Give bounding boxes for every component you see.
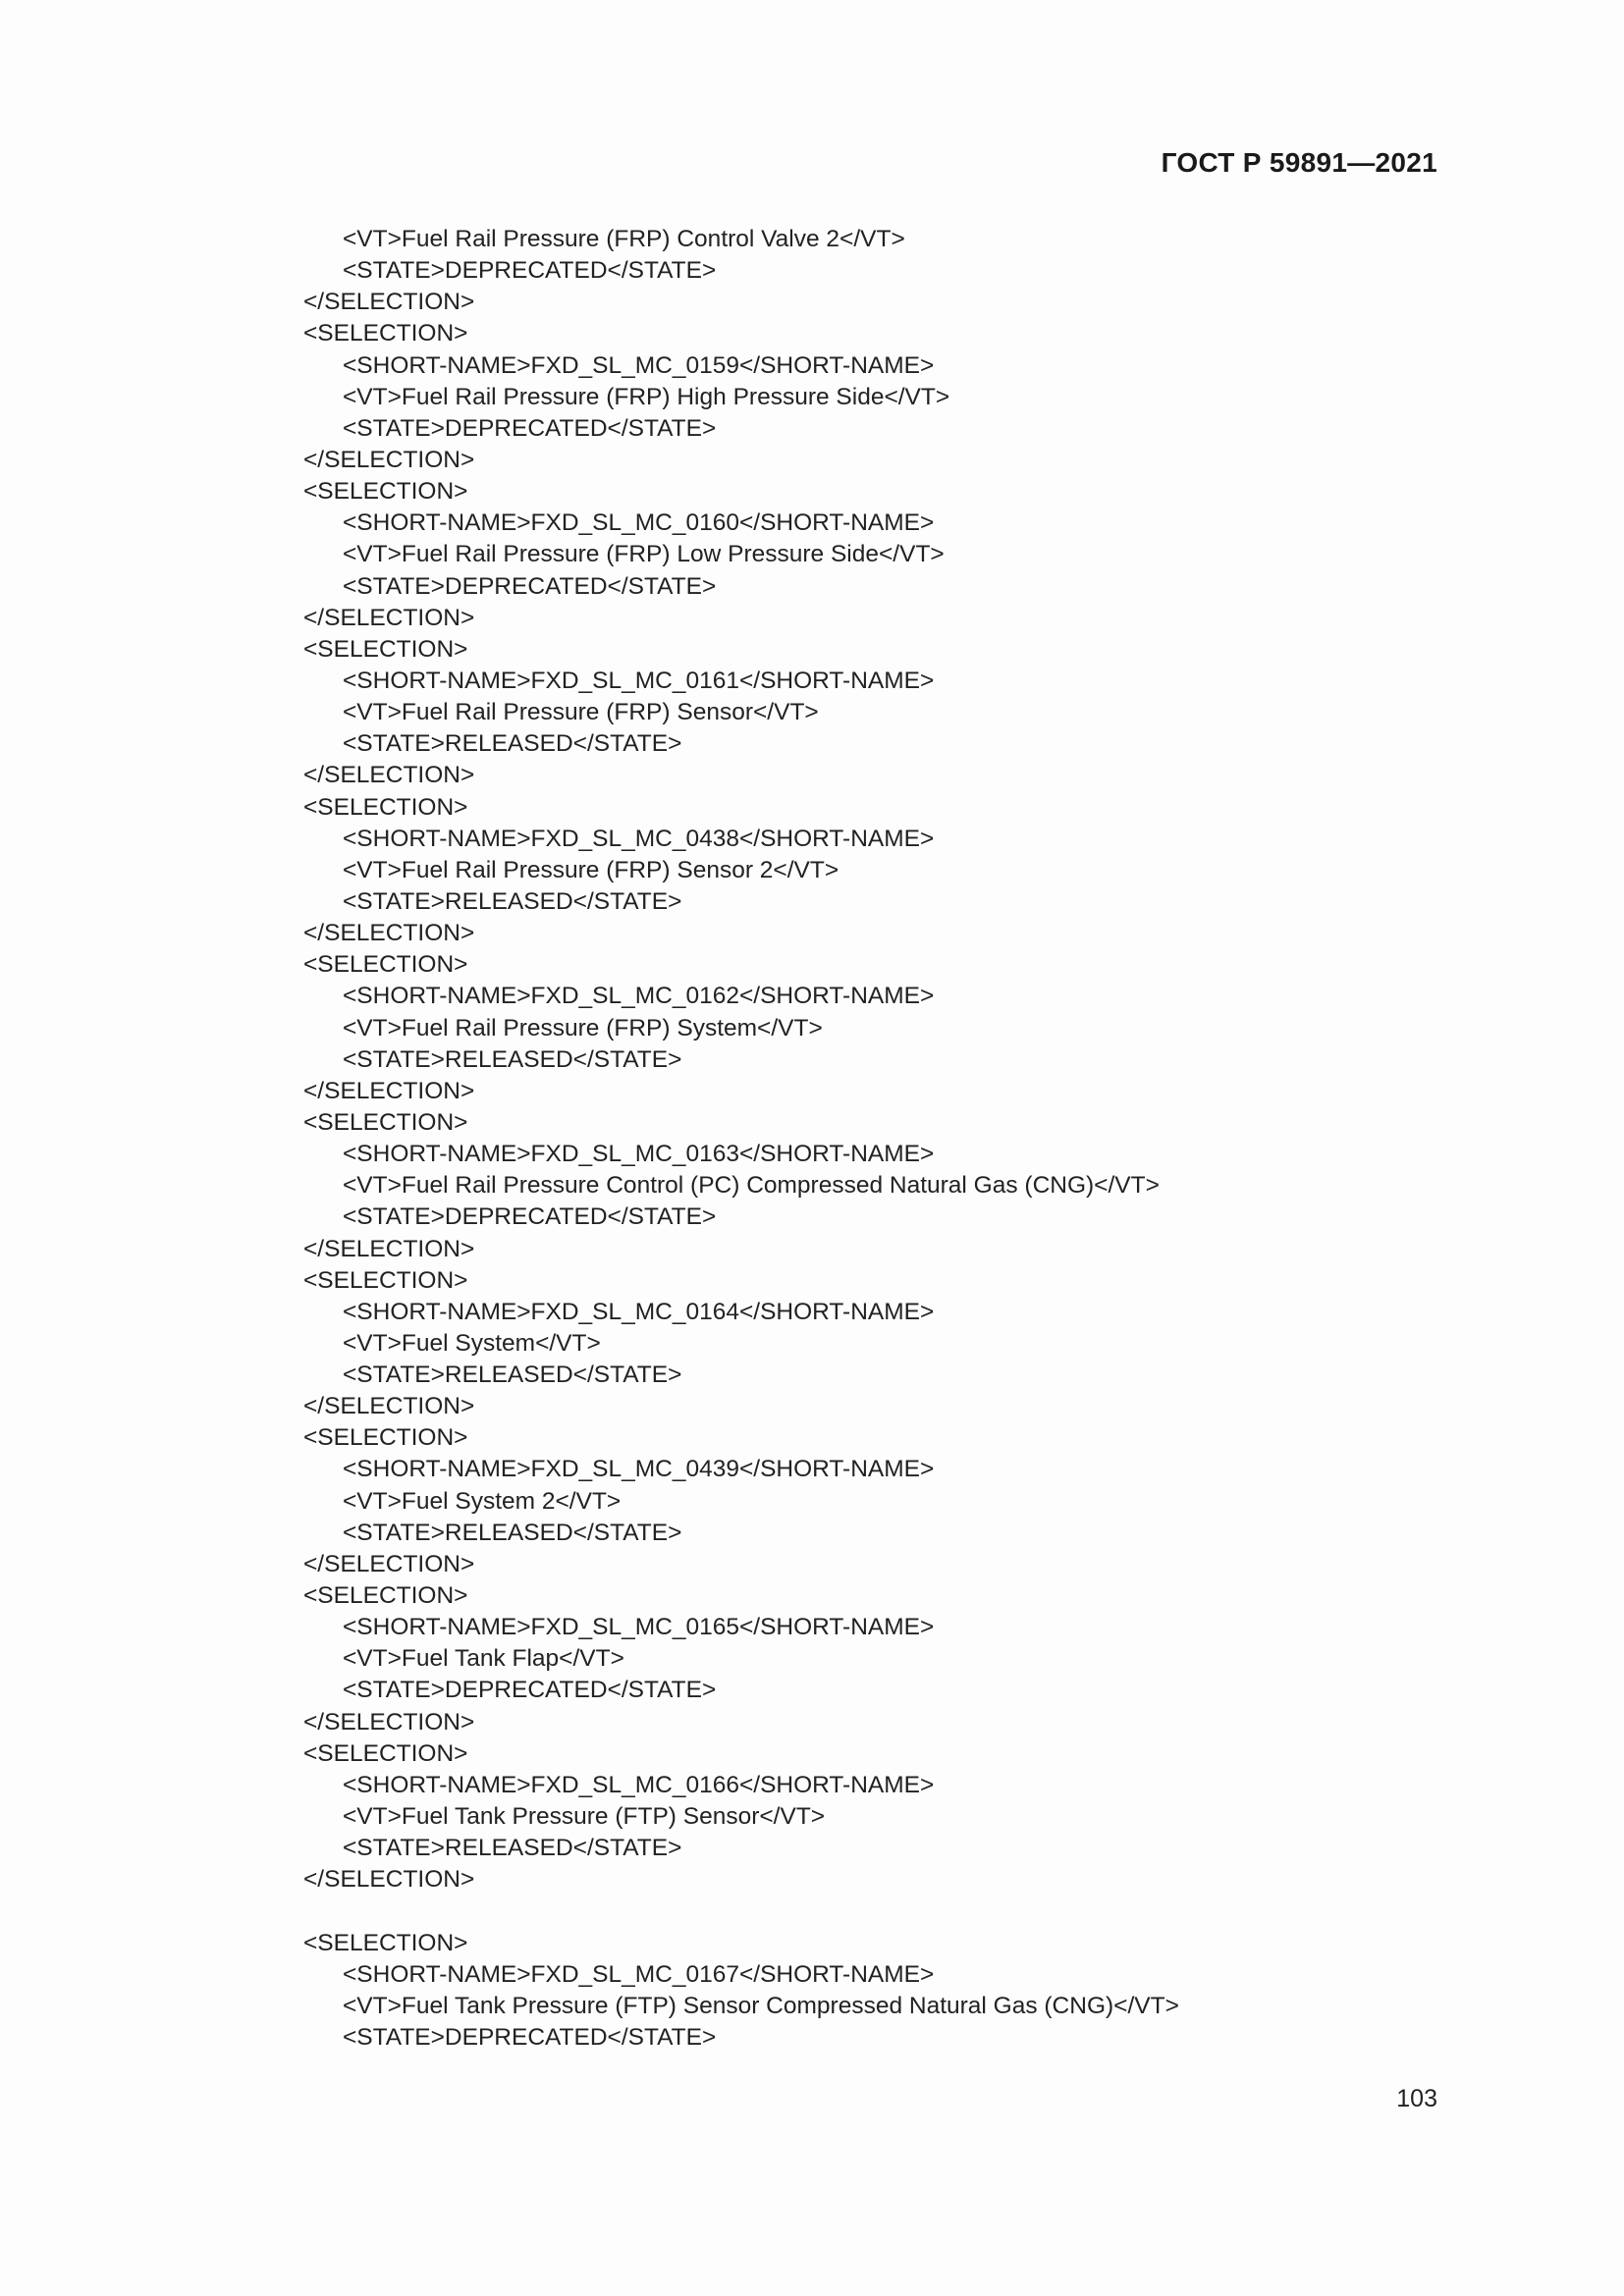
code-line: <STATE>RELEASED</STATE> bbox=[343, 1835, 682, 1862]
code-line: <VT>Fuel Rail Pressure (FRP) Control Valve 2</VT> bbox=[343, 226, 905, 252]
code-line: </SELECTION> bbox=[303, 762, 475, 789]
code-line: <SHORT-NAME>FXD_SL_MC_0160</SHORT-NAME> bbox=[343, 509, 935, 537]
code-line: </SELECTION> bbox=[303, 1708, 475, 1735]
code-line: <VT>Fuel Rail Pressure (FRP) Low Pressure Side</VT> bbox=[343, 541, 945, 568]
code-line: <SHORT-NAME>FXD_SL_MC_0166</SHORT-NAME> bbox=[343, 1771, 935, 1798]
code-line: <SELECTION> bbox=[303, 1582, 468, 1610]
code-line: <SELECTION> bbox=[303, 1929, 468, 1956]
code-line: <STATE>RELEASED</STATE> bbox=[343, 1362, 682, 1389]
code-line: <STATE>DEPRECATED</STATE> bbox=[343, 572, 717, 600]
code-line: <SHORT-NAME>FXD_SL_MC_0165</SHORT-NAME> bbox=[343, 1614, 935, 1641]
code-line: <STATE>RELEASED</STATE> bbox=[343, 887, 682, 915]
code-line: <VT>Fuel Rail Pressure (FRP) High Pressure Side</VT> bbox=[343, 383, 950, 410]
code-line: <VT>Fuel Rail Pressure (FRP) Sensor 2</VT> bbox=[343, 856, 839, 883]
code-line: <SHORT-NAME>FXD_SL_MC_0167</SHORT-NAME> bbox=[343, 1960, 935, 1988]
code-line: <SELECTION> bbox=[303, 635, 468, 663]
code-line: <SHORT-NAME>FXD_SL_MC_0161</SHORT-NAME> bbox=[343, 667, 935, 694]
code-line: <VT>Fuel Tank Pressure (FTP) Sensor Compressed Natural Gas (CNG)</VT> bbox=[343, 1992, 1179, 2019]
code-line: <VT>Fuel Tank Pressure (FTP) Sensor</VT> bbox=[343, 1803, 826, 1831]
code-line: <SELECTION> bbox=[303, 793, 468, 821]
page-number: 103 bbox=[1396, 2085, 1437, 2112]
code-line: <VT>Fuel Tank Flap</VT> bbox=[343, 1645, 624, 1673]
code-line: <SHORT-NAME>FXD_SL_MC_0159</SHORT-NAME> bbox=[343, 351, 935, 379]
code-line: </SELECTION> bbox=[303, 1235, 475, 1262]
code-line: </SELECTION> bbox=[303, 289, 475, 316]
code-line: </SELECTION> bbox=[303, 1077, 475, 1104]
code-line: <SELECTION> bbox=[303, 951, 468, 979]
code-line: </SELECTION> bbox=[303, 1393, 475, 1420]
code-line: <STATE>RELEASED</STATE> bbox=[343, 730, 682, 758]
code-line: </SELECTION> bbox=[303, 1866, 475, 1894]
code-line: <SELECTION> bbox=[303, 1739, 468, 1767]
code-line: <STATE>DEPRECATED</STATE> bbox=[343, 1677, 717, 1704]
code-line: <VT>Fuel Rail Pressure (FRP) Sensor</VT> bbox=[343, 699, 819, 726]
code-line: <STATE>RELEASED</STATE> bbox=[343, 1045, 682, 1073]
code-line: <STATE>RELEASED</STATE> bbox=[343, 1519, 682, 1546]
code-line: <VT>Fuel Rail Pressure (FRP) System</VT> bbox=[343, 1014, 823, 1041]
code-line: </SELECTION> bbox=[303, 920, 475, 947]
code-line: <SHORT-NAME>FXD_SL_MC_0162</SHORT-NAME> bbox=[343, 983, 935, 1010]
code-line: <VT>Fuel System</VT> bbox=[343, 1329, 601, 1357]
blank-line bbox=[303, 1896, 1383, 1927]
code-line: <STATE>DEPRECATED</STATE> bbox=[343, 1203, 717, 1231]
code-line: <SHORT-NAME>FXD_SL_MC_0439</SHORT-NAME> bbox=[343, 1456, 935, 1483]
code-line: <STATE>DEPRECATED</STATE> bbox=[343, 2024, 717, 2052]
xml-code-block bbox=[303, 224, 1383, 2054]
code-line: <SHORT-NAME>FXD_SL_MC_0438</SHORT-NAME> bbox=[343, 825, 935, 852]
code-line: <SELECTION> bbox=[303, 1108, 468, 1136]
code-line: <STATE>DEPRECATED</STATE> bbox=[343, 414, 717, 442]
code-line: <SHORT-NAME>FXD_SL_MC_0163</SHORT-NAME> bbox=[343, 1141, 935, 1168]
standard-title: ГОСТ Р 59891—2021 bbox=[1161, 147, 1437, 178]
code-line: <STATE>DEPRECATED</STATE> bbox=[343, 257, 717, 285]
code-line: <SELECTION> bbox=[303, 1424, 468, 1452]
code-line: <SHORT-NAME>FXD_SL_MC_0164</SHORT-NAME> bbox=[343, 1298, 935, 1325]
code-line: <SELECTION> bbox=[303, 320, 468, 347]
code-line: <VT>Fuel Rail Pressure Control (PC) Compressed Natural Gas (CNG)</VT> bbox=[343, 1172, 1160, 1200]
code-line: </SELECTION> bbox=[303, 604, 475, 631]
code-line: <SELECTION> bbox=[303, 478, 468, 506]
code-line: </SELECTION> bbox=[303, 446, 475, 473]
code-line: <VT>Fuel System 2</VT> bbox=[343, 1487, 622, 1515]
code-line: <SELECTION> bbox=[303, 1266, 468, 1294]
code-line: </SELECTION> bbox=[303, 1550, 475, 1577]
